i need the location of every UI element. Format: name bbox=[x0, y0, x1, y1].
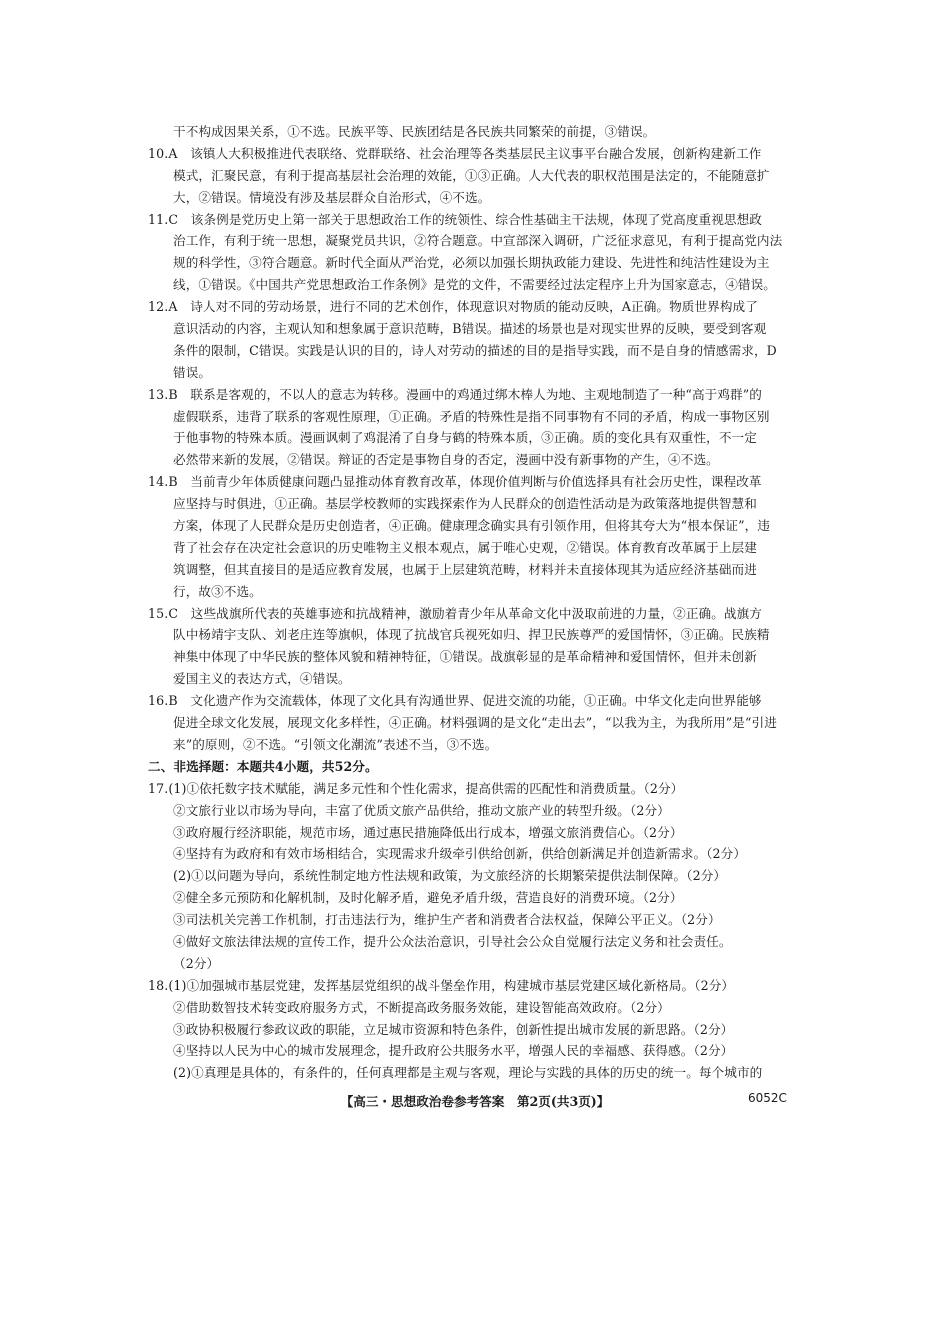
text-line: 15.C 这些战旗所代表的英雄事迹和抗战精神，激励着青少年从革命文化中汲取前进的力量，②正确。战旗方 bbox=[148, 605, 762, 621]
text-line: 10.A 该镇人大积极推进代表联络、党群联络、社会治理等各类基层民主议事平台融合发展，创新构建新工作 bbox=[148, 145, 762, 161]
text-line: 筑调整，但其直接目的是适应教育发展，也属于上层建筑范畴，材料并未直接体现其为适应经济基础而进 bbox=[173, 561, 757, 577]
text-line: 线，①错误。《中国共产党思想政治工作条例》是党的文件，不需要经过法定程序上升为国家意志，④错误。 bbox=[173, 277, 776, 293]
text-line: 模式，汇聚民意，有利于提高基层社会治理的效能，①③正确。人大代表的职权范围是法定的，不能随意扩 bbox=[173, 167, 770, 183]
text-line: ④坚持以人民为中心的城市发展理念，提升政府公共服务水平，增强人民的幸福感、获得感。（2分） bbox=[173, 1043, 734, 1059]
text-line: 14.B 当前青少年体质健康问题凸显推动体育教育改革，体现价值判断与价值选择具有社会历史性，课程改革 bbox=[148, 474, 762, 490]
text-line: 干不构成因果关系，①不选。民族平等、民族团结是各民族共同繁荣的前提，③错误。 bbox=[173, 124, 656, 139]
footer-title: 【高三・思想政治卷参考答案 第2页(共3页)】 bbox=[340, 1094, 610, 1109]
text-line: ②健全多元预防和化解机制，及时化解矛盾，避免矛盾升级，营造良好的消费环境。（2分） bbox=[173, 890, 683, 906]
text-line: 条件的限制，C错误。实践是认识的目的，诗人对劳动的描述的目的是指导实践，而不是自身的情感需求，D bbox=[173, 342, 777, 358]
text-line: 治工作，有利于统一思想，凝聚党员共识，②符合题意。中宣部深入调研，广泛征求意见，有利于提高党内法 bbox=[173, 233, 783, 249]
text-line: 队中杨靖宇支队、刘老庄连等旗帜，体现了抗战官兵视死如归、捍卫民族尊严的爱国情怀，③正确。民族精 bbox=[173, 627, 770, 643]
text-line: 16.B 文化遗产作为交流载体，体现了文化具有沟通世界、促进交流的功能，①正确。中华文化走向世界能够 bbox=[148, 693, 762, 709]
text-line: 背了社会存在决定社会意识的历史唯物主义根本观点，属于唯心史观，②错误。体育教育改革属于上层建 bbox=[173, 539, 757, 555]
text-line: 必然带来新的发展，②错误。辩证的否定是事物自身的否定，漫画中没有新事物的产生，④不选。 bbox=[173, 452, 719, 468]
text-line: 13.B 联系是客观的，不以人的意志为转移。漫画中的鸡通过绑木棒人为地、主观地制造了一种“高于鸡群”的 bbox=[148, 386, 762, 402]
text-line: 爱国主义的表达方式，④错误。 bbox=[173, 671, 351, 687]
text-line: ④坚持有为政府和有效市场相结合，实现需求升级牵引供给创新，供给创新满足并创造新需求。（2分） bbox=[173, 846, 747, 862]
text-line: (2)①真理是具体的，有条件的，任何真理都是主观与客观，理论与实践的具体的历史的统一。每个城市的 bbox=[173, 1065, 763, 1081]
text-line: 虚假联系，违背了联系的客观性原理，①正确。矛盾的特殊性是指不同事物有不同的矛盾，构成一事物区别 bbox=[173, 408, 770, 424]
text-line: 行，故③不选。 bbox=[173, 583, 262, 599]
text-line: (2)①以问题为导向，系统性制定地方性法规和政策，为文旅经济的长期繁荣提供法制保障。（2分） bbox=[173, 868, 727, 884]
text-line: 来”的原则，②不选。“引领文化潮流”表述不当，③不选。 bbox=[173, 736, 498, 752]
text-line: （2分） bbox=[173, 955, 220, 971]
text-line: ③政府履行经济职能，规范市场，通过惠民措施降低出行成本，增强文旅消费信心。（2分） bbox=[173, 824, 683, 840]
text-line: 规的科学性，③符合题意。新时代全面从严治党，必须以加强长期执政能力建设、先进性和纯洁性建设为主 bbox=[173, 255, 770, 271]
text-line: 错误。 bbox=[173, 364, 212, 380]
text-line: 于他事物的特殊本质。漫画讽刺了鸡混淆了自身与鹤的特殊本质，③正确。质的变化具有双重性，不一定 bbox=[173, 430, 757, 446]
text-line: ③司法机关完善工作机制，打击违法行为，维护生产者和消费者合法权益，保障公平正义。（2分） bbox=[173, 912, 721, 928]
answer-key-body bbox=[148, 121, 796, 1084]
text-line: 意识活动的内容，主观认知和想象属于意识范畴，B错误。描述的场景也是对现实世界的反映，要受到客观 bbox=[173, 321, 767, 337]
text-line: 大，②错误。情境没有涉及基层群众自治形式，④不选。 bbox=[173, 189, 491, 205]
text-line: 18.(1)①加强城市基层党建，发挥基层党组织的战斗堡垒作用，构建城市基层党建区域化新格局。（2分） bbox=[148, 977, 735, 993]
text-line: 神集中体现了中华民族的整体风貌和精神特征，①错误。战旗彰显的是革命精神和爱国情怀，但并未创新 bbox=[173, 649, 757, 665]
text-line: 应坚持与时俱进，①正确。基层学校教师的实践探索作为人民群众的创造性活动是为政策落地提供智慧和 bbox=[173, 496, 757, 512]
text-line: ②借助数智技术转变政府服务方式，不断提高政务服务效能，建设智能高效政府。（2分） bbox=[173, 999, 670, 1015]
text-line: ④做好文旅法律法规的宣传工作，提升公众法治意识，引导社会公众自觉履行法定义务和社会责任。 bbox=[173, 933, 732, 949]
text-line: 12.A 诗人对不同的劳动场景，进行不同的艺术创作，体现意识对物质的能动反映，A正确。物质世界构成了 bbox=[148, 299, 758, 315]
section-heading: 二、非选择题：本题共4小题，共52分。 bbox=[148, 758, 378, 774]
text-line: 17.(1)①依托数字技术赋能，满足多元性和个性化需求，提高供需的匹配性和消费质量。（2分） bbox=[148, 780, 684, 796]
text-line: 方案，体现了人民群众是历史创造者，④正确。健康理念确实具有引领作用，但将其夸大为“根本保证”，违 bbox=[173, 518, 770, 534]
text-line: ②文旅行业以市场为导向，丰富了优质文旅产品供给，推动文旅产业的转型升级。（2分） bbox=[173, 802, 670, 818]
page-footer bbox=[0, 1091, 950, 1113]
text-line: 促进全球文化发展，展现文化多样性，④正确。材料强调的是文化“走出去”，“以我为主，为我所用”是“引进 bbox=[173, 715, 777, 731]
text-line: ③政协积极履行参政议政的职能，立足城市资源和特色条件，创新性提出城市发展的新思路。（2分） bbox=[173, 1021, 734, 1037]
text-line: 11.C 该条例是党历史上第一部关于思想政治工作的统领性、综合性基础主干法规，体现了党高度重视思想政 bbox=[148, 211, 762, 227]
footer-code: 6052C bbox=[748, 1091, 787, 1105]
